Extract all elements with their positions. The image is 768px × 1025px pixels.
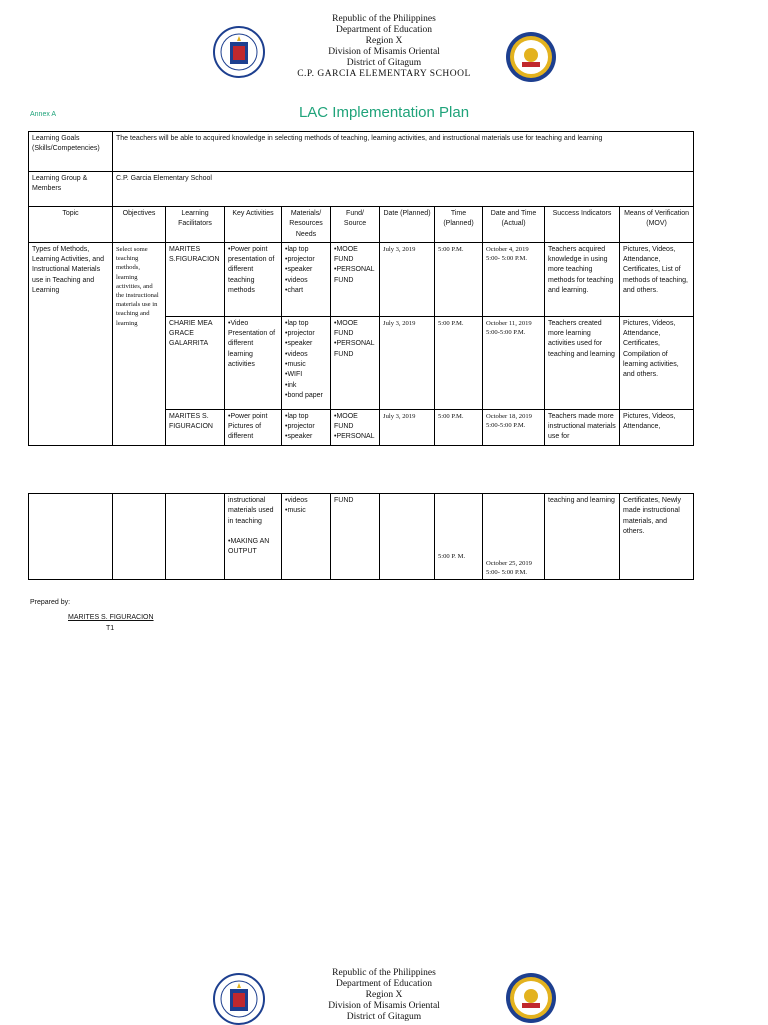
mov-cell: Pictures, Videos, Attendance, bbox=[620, 409, 694, 445]
date-cell: July 3, 2019 bbox=[380, 242, 435, 316]
activities-cell: •Video Presentation of different learning activities bbox=[225, 316, 282, 409]
actual-cell: October 25, 2019 5:00- 5:00 P.M. bbox=[483, 494, 545, 580]
prepared-by-label: Prepared by: bbox=[30, 599, 71, 606]
column-header: Success Indicators bbox=[545, 207, 620, 243]
mov-cell: Certificates, Newly made instructional materials, and others. bbox=[620, 494, 694, 580]
materials-cell: •lap top •projector •speaker •videos •chart bbox=[282, 242, 331, 316]
goals-label: Learning Goals (Skills/Competencies) bbox=[29, 132, 113, 172]
activities-cell: •Power point presentation of different teaching methods bbox=[225, 242, 282, 316]
facilitator-cell: CHARIE MEA GRACE GALARRITA bbox=[166, 316, 225, 409]
letterhead-line: District of Gitagum bbox=[346, 1012, 422, 1022]
date-cell: July 3, 2019 bbox=[380, 316, 435, 409]
goals-value: The teachers will be able to acquired knowledge in selecting methods of teaching, learning activities, and instructional materials use for teaching and learning bbox=[113, 132, 694, 172]
letterhead-line: Division of Misamis Oriental bbox=[328, 47, 440, 57]
activities-cell: instructional materials used in teaching •MAKING AN OUTPUT bbox=[225, 494, 282, 580]
materials-cell: •lap top •projector •speaker bbox=[282, 409, 331, 445]
column-header: Means of Verification (MOV) bbox=[620, 207, 694, 243]
letterhead-school: C.P. GARCIA ELEMENTARY SCHOOL bbox=[297, 69, 471, 79]
column-header: Learning Facilitators bbox=[166, 207, 225, 243]
topic-cell: Types of Methods, Learning Activities, and Instructional Materials use in Teaching and Learning bbox=[29, 242, 113, 445]
group-label: Learning Group & Members bbox=[29, 172, 113, 207]
fund-cell: •MOOE FUND •PERSONAL bbox=[331, 409, 380, 445]
letterhead-line: Department of Education bbox=[335, 979, 433, 989]
column-header: Materials/ Resources Needs bbox=[282, 207, 331, 243]
materials-cell: •videos •music bbox=[282, 494, 331, 580]
letterhead bbox=[0, 14, 768, 80]
column-header: Time (Planned) bbox=[435, 207, 483, 243]
footer-letterhead bbox=[0, 968, 768, 1023]
letterhead-line: Division of Misamis Oriental bbox=[328, 1001, 440, 1011]
group-value: C.P. Garcia Elementary School bbox=[113, 172, 694, 207]
plan-table-continued bbox=[28, 493, 694, 580]
facilitator-cell: MARITES S. FIGURACION bbox=[166, 409, 225, 445]
fund-cell: FUND bbox=[331, 494, 380, 580]
column-header: Date and Time (Actual) bbox=[483, 207, 545, 243]
date-cell: July 3, 2019 bbox=[380, 409, 435, 445]
letterhead-line: Republic of the Philippines bbox=[332, 968, 436, 978]
topic-cell bbox=[29, 494, 113, 580]
objectives-cell: Select some teaching methods, learning activities, and the instructional materials use in teaching and learning bbox=[113, 242, 166, 445]
page-title: LAC Implementation Plan bbox=[298, 104, 470, 121]
time-cell: 5:00 P. M. bbox=[435, 494, 483, 580]
table-row bbox=[29, 242, 694, 316]
signatory-title: T1 bbox=[106, 625, 115, 632]
time-cell: 5:00 P.M. bbox=[435, 316, 483, 409]
actual-cell: October 18, 2019 5:00-5:00 P.M. bbox=[483, 409, 545, 445]
letterhead-line: District of Gitagum bbox=[346, 58, 422, 68]
mov-cell: Pictures, Videos, Attendance, Certificates, Compilation of learning activities, and others. bbox=[620, 316, 694, 409]
signatory-name: MARITES S. FIGURACION bbox=[68, 614, 154, 621]
actual-cell: October 4, 2019 5:00- 5:00 P.M. bbox=[483, 242, 545, 316]
fund-cell: •MOOE FUND •PERSONAL FUND bbox=[331, 316, 380, 409]
letterhead-line: Region X bbox=[365, 36, 403, 46]
table-row bbox=[29, 494, 694, 580]
success-cell: Teachers made more instructional materials use for bbox=[545, 409, 620, 445]
plan-table bbox=[28, 131, 694, 446]
column-header: Key Activities bbox=[225, 207, 282, 243]
time-cell: 5:00 P.M. bbox=[435, 242, 483, 316]
date-cell bbox=[380, 494, 435, 580]
column-header: Fund/ Source bbox=[331, 207, 380, 243]
annex-label: Annex A bbox=[30, 111, 57, 118]
facilitator-cell bbox=[166, 494, 225, 580]
objectives-cell bbox=[113, 494, 166, 580]
activities-cell: •Power point Pictures of different bbox=[225, 409, 282, 445]
letterhead-line: Republic of the Philippines bbox=[332, 14, 436, 24]
letterhead-line: Region X bbox=[365, 990, 403, 1000]
success-cell: teaching and learning bbox=[545, 494, 620, 580]
success-cell: Teachers created more learning activities used for teaching and learning bbox=[545, 316, 620, 409]
letterhead-line: Department of Education bbox=[335, 25, 433, 35]
fund-cell: •MOOE FUND •PERSONAL FUND bbox=[331, 242, 380, 316]
column-header: Date (Planned) bbox=[380, 207, 435, 243]
column-header: Topic bbox=[29, 207, 113, 243]
actual-cell: October 11, 2019 5:00-5:00 P.M. bbox=[483, 316, 545, 409]
facilitator-cell: MARITES S.FIGURACION bbox=[166, 242, 225, 316]
materials-cell: •lap top •projector •speaker •videos •music •WIFI •ink •bond paper bbox=[282, 316, 331, 409]
column-header: Objectives bbox=[113, 207, 166, 243]
mov-cell: Pictures, Videos, Attendance, Certificates, List of methods of teaching, and others. bbox=[620, 242, 694, 316]
success-cell: Teachers acquired knowledge in using more teaching methods for teaching and learning. bbox=[545, 242, 620, 316]
time-cell: 5:00 P.M. bbox=[435, 409, 483, 445]
